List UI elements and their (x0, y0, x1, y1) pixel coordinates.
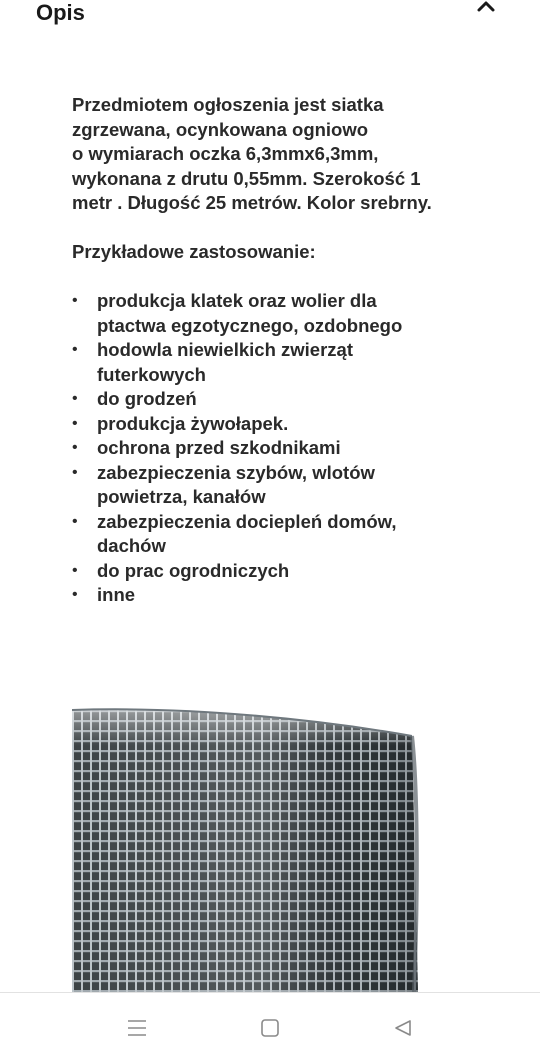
list-item (72, 583, 482, 608)
section-title: Opis (36, 0, 85, 25)
description-line: metr . Długość 25 metrów. Kolor srebrny. (72, 192, 432, 213)
bullet: • (72, 341, 78, 358)
bullet: • (72, 463, 78, 481)
list-item (72, 510, 482, 559)
list-item (72, 461, 482, 510)
list-item (72, 289, 482, 338)
description-line: zgrzewana, ocynkowana ogniowo (72, 118, 369, 140)
home-button[interactable] (255, 1013, 285, 1043)
list-item-line: hodowla niewielkich zwierząt (97, 339, 353, 360)
bullet: • (72, 414, 78, 432)
home-icon (260, 1018, 280, 1038)
list-item-line: do grodzeń (97, 388, 197, 409)
uses-list (72, 289, 482, 608)
wire-mesh-roll-picture (72, 640, 468, 992)
list-item-line: do prac ogrodniczych (97, 559, 290, 581)
description-line: Przedmiotem ogłoszenia jest siatka (72, 94, 384, 115)
list-item-line: powietrza, kanałów (97, 486, 266, 507)
bullet: • (72, 561, 78, 579)
uses-heading: Przykładowe zastosowanie: (72, 241, 316, 262)
bullet: • (72, 439, 78, 456)
list-item-line: futerkowych (97, 363, 206, 385)
bullet: • (72, 586, 78, 603)
description-paragraph (72, 93, 482, 216)
description-line: wykonana z drutu 0,55mm. Szerokość 1 (72, 167, 421, 189)
product-image[interactable] (72, 640, 468, 992)
list-item (72, 412, 482, 437)
list-item (72, 387, 482, 412)
bullet: • (72, 390, 78, 407)
back-button[interactable] (388, 1013, 418, 1043)
list-item (72, 436, 482, 461)
list-item-line: inne (97, 584, 136, 605)
list-item-line: produkcja klatek oraz wolier dla (97, 290, 377, 311)
list-item (72, 338, 482, 387)
collapse-button[interactable] (472, 0, 500, 18)
list-item-line: ochrona przed szkodnikami (97, 437, 341, 458)
chevron-up-icon (475, 0, 497, 13)
bullet: • (72, 512, 78, 530)
list-item-line: ptactwa egzotycznego, ozdobnego (97, 314, 403, 336)
list-item-line: zabezpieczenia dociepleń domów, (97, 510, 397, 532)
recent-apps-icon (126, 1018, 148, 1038)
section-header[interactable] (0, 0, 540, 40)
description (72, 93, 482, 608)
list-item-line: dachów (97, 535, 166, 556)
list-item-line: zabezpieczenia szybów, wlotów (97, 461, 375, 483)
system-navigation-bar (0, 992, 540, 1059)
list-item (72, 559, 482, 584)
recent-apps-button[interactable] (122, 1013, 152, 1043)
description-line: o wymiarach oczka 6,3mmx6,3mm, (72, 143, 379, 164)
list-item-line: produkcja żywołapek. (97, 412, 289, 434)
bullet: • (72, 292, 78, 309)
back-icon (393, 1018, 413, 1038)
